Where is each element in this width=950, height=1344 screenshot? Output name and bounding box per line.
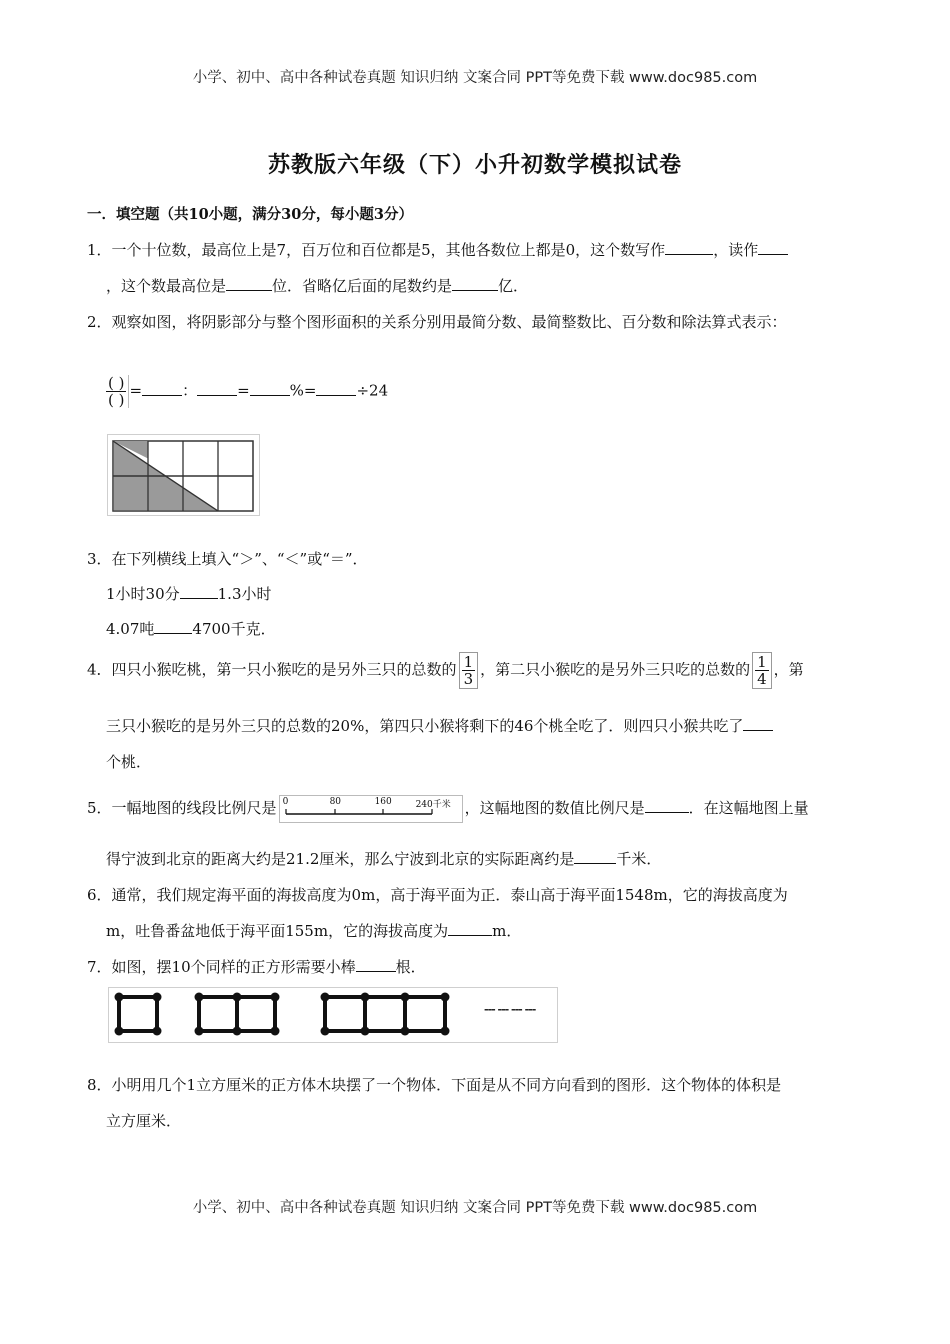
scale-label: 0 <box>282 797 289 807</box>
footer-banner: 小学、初中、高中各种试卷真题 知识归纳 文案合同 PPT等免费下载 www.doc985.com <box>192 1200 758 1216</box>
question-8-line-2: 立方厘米． <box>106 1112 182 1130</box>
question-4-number: 4． <box>87 660 112 679</box>
question-7-number: 7． <box>87 958 112 976</box>
section-heading: 一．填空题（共10小题，满分30分，每小题3分） <box>87 206 413 223</box>
question-8-line-1: 8．小明用几个1立方厘米的正方体木块摆了一个物体．下面是从不同方向看到的图形．这个物体的体积是 <box>87 1076 782 1094</box>
continuation-dots: --- --- --- --- <box>484 1003 536 1016</box>
fraction-one-quarter: $\frac{1}{4}$ <box>752 652 772 689</box>
question-2-equation: $\frac{( )}{( )}$ = ： = %= ÷24 <box>108 374 389 409</box>
question-3-number: 3． <box>87 550 112 568</box>
shaded-grid-svg <box>108 435 259 515</box>
answer-blank[interactable] <box>665 240 713 255</box>
answer-blank[interactable] <box>452 276 498 291</box>
answer-blank[interactable] <box>197 381 237 396</box>
question-5-line-2: 得宁波到北京的距离大约是21.2厘米，那么宁波到北京的实际距离约是 千米． <box>106 850 662 868</box>
question-1-line-2: ，这个数最高位是 位．省略亿后面的尾数约是 亿． <box>106 277 529 295</box>
shaded-grid-figure <box>107 434 260 516</box>
question-8-number: 8． <box>87 1076 112 1094</box>
question-4-line-2: 三只小猴吃的是另外三只的总数的20%，第四只小猴将剩下的46个桃全吃了．则四只小猴共吃了 <box>106 715 773 736</box>
question-3-item-a: 1小时30分 1.3小时 <box>106 585 272 603</box>
fraction-blank[interactable]: $\frac{( )}{( )}$ <box>106 375 129 408</box>
header-banner: 小学、初中、高中各种试卷真题 知识归纳 文案合同 PPT等免费下载 www.doc985.com <box>192 70 758 86</box>
fraction-one-third: $\frac{1}{3}$ <box>459 652 479 689</box>
question-4-line-1: 4．四只小猴吃桃，第一只小猴吃的是另外三只的总数的 $\frac{1}{3}$ ，第二只小猴吃的是另外三只吃的总数的 $\frac{1}{4}$ ，第 <box>87 653 804 688</box>
answer-blank[interactable] <box>356 957 396 972</box>
question-3-item-b: 4.07吨 4700千克． <box>106 620 276 638</box>
question-1-number: 1． <box>87 241 112 259</box>
answer-blank[interactable] <box>645 798 689 813</box>
scale-bar-svg <box>280 796 462 822</box>
line-scale-bar <box>279 795 463 823</box>
answer-blank[interactable] <box>574 849 616 864</box>
page-title: 苏教版六年级（下）小升初数学模拟试卷 <box>267 152 682 178</box>
question-1-line-1: 1．一个十位数，最高位上是7，百万位和百位都是5，其他各数位上都是0，这个数写作 ，读作 <box>87 239 788 260</box>
question-7-line-1: 7．如图，摆10个同样的正方形需要小棒 根． <box>87 958 426 976</box>
answer-blank[interactable] <box>743 716 773 731</box>
scale-label: 80 <box>329 797 342 807</box>
question-3-line-1: 3．在下列横线上填入“＞”、“＜”或“＝”． <box>87 550 368 568</box>
question-5-line-1: 5．一幅地图的线段比例尺是 0 80 160 240千米 ，这幅地图的数值比例尺是 ．在这幅地图上量 <box>87 795 809 823</box>
question-6-number: 6． <box>87 886 112 904</box>
question-6-line-1: 6．通常，我们规定海平面的海拔高度为0m，高于海平面为正．泰山高于海平面1548m，它的海拔高度为 <box>87 886 788 904</box>
answer-blank[interactable] <box>180 584 218 599</box>
answer-blank[interactable] <box>448 921 492 936</box>
question-4-line-3: 个桃． <box>106 753 152 771</box>
answer-blank[interactable] <box>250 381 290 396</box>
answer-blank[interactable] <box>226 276 272 291</box>
scale-label: 160 <box>374 797 392 807</box>
answer-blank[interactable] <box>154 619 192 634</box>
answer-blank[interactable] <box>316 381 356 396</box>
question-5-number: 5． <box>87 799 112 817</box>
question-2-line-1: 2．观察如图，将阴影部分与整个图形面积的关系分别用最简分数、最简整数比、百分数和除法算式表示： <box>87 313 787 331</box>
question-6-line-2: m，吐鲁番盆地低于海平面155m，它的海拔高度为 m． <box>106 922 522 940</box>
scale-label: 240千米 <box>415 800 451 810</box>
question-2-number: 2． <box>87 313 112 331</box>
answer-blank[interactable] <box>142 381 182 396</box>
answer-blank[interactable] <box>758 240 788 255</box>
matchstick-squares-figure <box>108 987 558 1043</box>
